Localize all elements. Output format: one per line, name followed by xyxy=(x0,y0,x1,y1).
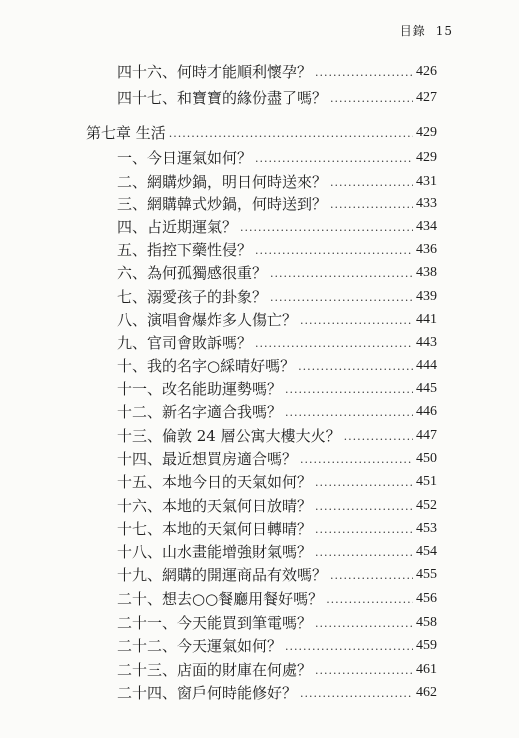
toc-entry-page: 446 xyxy=(416,404,437,419)
toc-entry xyxy=(0,309,519,331)
leader-dots xyxy=(315,541,413,563)
leader-dots xyxy=(315,659,413,681)
toc-entry-page: 434 xyxy=(416,219,437,234)
toc-entry-title: 十八、山水畫能增強財氣嗎？ xyxy=(117,543,313,561)
toc-entry-page: 427 xyxy=(416,90,437,105)
toc-entry-page: 453 xyxy=(416,521,437,536)
toc-entry xyxy=(0,541,519,563)
toc-entry xyxy=(0,378,519,400)
toc-entry xyxy=(0,425,519,447)
toc-entry-title: 十二、新名字適合我嗎？ xyxy=(117,403,283,421)
toc-entry-title: 七、溺愛孩子的卦象？ xyxy=(117,288,268,306)
toc-entry-page: 433 xyxy=(416,196,437,211)
running-header xyxy=(400,22,453,39)
toc-entry xyxy=(0,518,519,540)
toc-entry xyxy=(0,286,519,308)
toc-entry-page: 459 xyxy=(416,638,437,653)
toc-entry xyxy=(0,448,519,470)
toc-entry xyxy=(0,401,519,423)
toc-entry-title: 二、網購炒鍋，明日何時送來？ xyxy=(117,173,328,191)
toc-entry-page: 443 xyxy=(416,335,437,350)
toc-entry xyxy=(0,216,519,238)
leader-dots xyxy=(315,518,413,540)
chapter-heading xyxy=(0,122,519,144)
section-title: 目錄 xyxy=(399,24,426,38)
toc-entry-page: 426 xyxy=(416,64,437,79)
toc-entry xyxy=(0,495,519,517)
toc-entry-page: 436 xyxy=(416,242,437,257)
toc-entry-page: 461 xyxy=(416,662,437,677)
leader-dots xyxy=(315,612,413,634)
toc-entry-page: 445 xyxy=(416,381,437,396)
toc-entry xyxy=(0,471,519,493)
toc-entry xyxy=(0,355,519,377)
leader-dots xyxy=(315,61,413,83)
toc-entry-title: 一、今日運氣如何？ xyxy=(117,149,253,167)
toc-entry-title: 九、官司會敗訴嗎？ xyxy=(117,334,253,352)
toc-entry-page: 456 xyxy=(416,591,437,606)
toc-entry-page: 429 xyxy=(416,150,437,165)
toc-entry-title: 十、我的名字○綵晴好嗎？ xyxy=(117,357,296,375)
chapter-page: 429 xyxy=(416,125,437,140)
toc-entry-title: 十九、網購的開運商品有效嗎？ xyxy=(117,566,328,584)
leader-dots xyxy=(285,635,413,657)
toc-entry-title: 八、演唱會爆炸多人傷亡？ xyxy=(117,311,298,329)
leader-dots xyxy=(255,332,413,354)
leader-dots xyxy=(169,122,413,144)
toc-entry-title: 六、為何孤獨感很重？ xyxy=(117,264,268,282)
toc-entry-page: 452 xyxy=(416,498,437,513)
leader-dots xyxy=(298,355,413,377)
toc-entry-page: 455 xyxy=(416,567,437,582)
toc-entry-title: 十六、本地的天氣何日放晴？ xyxy=(117,497,313,515)
toc-entry xyxy=(0,659,519,681)
toc-entry-page: 444 xyxy=(416,358,437,373)
toc-entry xyxy=(0,87,519,109)
toc-entry-title: 十一、改名能助運勢嗎？ xyxy=(117,380,283,398)
leader-dots xyxy=(330,171,413,193)
toc-entry-title: 二十四、窗戶何時能修好？ xyxy=(117,684,298,702)
leader-dots xyxy=(326,588,413,610)
toc-entry-title: 十四、最近想買房適合嗎？ xyxy=(117,450,298,468)
chapter-title: 第七章 生活 xyxy=(86,124,166,142)
toc-entry xyxy=(0,612,519,634)
toc-entry xyxy=(0,193,519,215)
toc-entry-page: 447 xyxy=(416,428,437,443)
toc-entry-title: 四十七、和寶寶的緣份盡了嗎？ xyxy=(117,89,328,107)
page-number: 15 xyxy=(435,24,453,38)
toc-entry-title: 三、網購韓式炒鍋，何時送到？ xyxy=(117,195,328,213)
toc-entry xyxy=(0,588,519,610)
leader-dots xyxy=(344,425,413,447)
toc-entry-title: 五、指控下藥性侵？ xyxy=(117,241,253,259)
toc-entry xyxy=(0,239,519,261)
toc-entry-title: 二十二、今天運氣如何？ xyxy=(117,637,283,655)
leader-dots xyxy=(285,401,413,423)
toc-entry-page: 441 xyxy=(416,312,437,327)
leader-dots xyxy=(270,286,413,308)
leader-dots xyxy=(330,564,413,586)
toc-entry xyxy=(0,682,519,704)
leader-dots xyxy=(300,448,413,470)
toc-entry-title: 二十三、店面的財庫在何處？ xyxy=(117,661,313,679)
leader-dots xyxy=(300,309,413,331)
leader-dots xyxy=(300,682,413,704)
leader-dots xyxy=(240,216,413,238)
toc-entry-page: 451 xyxy=(416,474,437,489)
toc-entry xyxy=(0,332,519,354)
leader-dots xyxy=(285,378,413,400)
toc-entry-title: 十三、倫敦 24 層公寓大樓大火？ xyxy=(117,427,341,445)
leader-dots xyxy=(255,239,413,261)
toc-entry-title: 二十一、今天能買到筆電嗎？ xyxy=(117,614,313,632)
leader-dots xyxy=(270,262,413,284)
toc-entry-title: 十五、本地今日的天氣如何？ xyxy=(117,473,313,491)
toc-entry xyxy=(0,564,519,586)
leader-dots xyxy=(315,471,413,493)
toc-entry-title: 十七、本地的天氣何日轉晴？ xyxy=(117,520,313,538)
toc-entry-page: 458 xyxy=(416,615,437,630)
toc-entry xyxy=(0,635,519,657)
toc-entry-title: 二十、想去○○餐廳用餐好嗎？ xyxy=(117,590,324,608)
toc-entry-page: 431 xyxy=(416,174,437,189)
leader-dots xyxy=(330,193,413,215)
toc-entry xyxy=(0,147,519,169)
toc-entry xyxy=(0,61,519,83)
leader-dots xyxy=(330,87,413,109)
toc-entry-title: 四、占近期運氣？ xyxy=(117,218,238,236)
toc-entry-page: 462 xyxy=(416,685,437,700)
toc-entry-title: 四十六、何時才能順利懷孕？ xyxy=(117,63,313,81)
toc-entry-page: 454 xyxy=(416,544,437,559)
toc-entry-page: 450 xyxy=(416,451,437,466)
toc-entry-page: 438 xyxy=(416,265,437,280)
leader-dots xyxy=(315,495,413,517)
toc-entry xyxy=(0,171,519,193)
leader-dots xyxy=(255,147,413,169)
toc-entry xyxy=(0,262,519,284)
toc-entry-page: 439 xyxy=(416,289,437,304)
